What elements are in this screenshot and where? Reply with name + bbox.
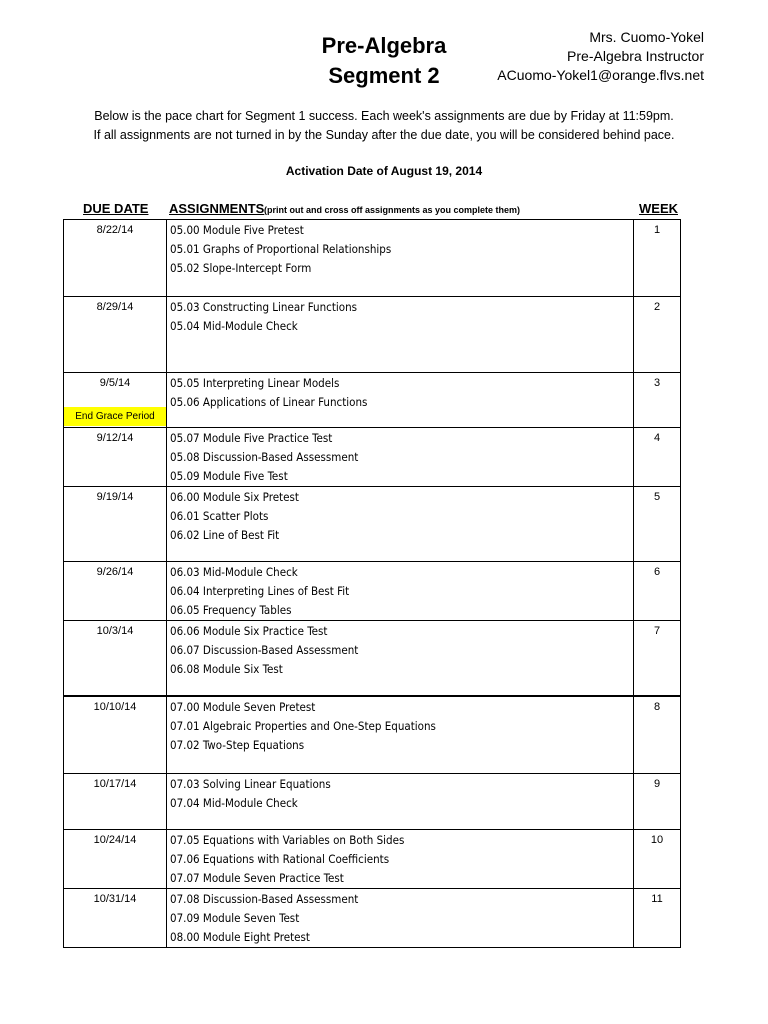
assignment-item: 05.06 Applications of Linear Functions xyxy=(170,395,368,409)
intro-line-2: If all assignments are not turned in by the Sunday after the due date, you will be considered behind pace. xyxy=(93,128,675,142)
table-row xyxy=(64,889,681,948)
due-date-cell xyxy=(64,373,167,428)
assignments-cell xyxy=(167,373,634,428)
week-cell: 10 xyxy=(634,830,681,889)
assignments-cell xyxy=(167,889,634,948)
due-date-cell xyxy=(64,297,167,373)
due-date-text: 9/19/14 xyxy=(96,491,134,503)
assignment-item: 06.07 Discussion-Based Assessment xyxy=(170,643,359,657)
assignment-item: 07.02 Two-Step Equations xyxy=(170,738,305,752)
assignments-header-note: (print out and cross off assignments as you complete them) xyxy=(264,205,521,215)
assignment-item: 07.09 Module Seven Test xyxy=(170,911,300,925)
table-row xyxy=(64,621,681,697)
table-row xyxy=(64,562,681,621)
week-cell: 11 xyxy=(634,889,681,948)
assignments-header: ASSIGNMENTS xyxy=(169,201,265,216)
assignment-item: 07.07 Module Seven Practice Test xyxy=(170,871,344,885)
due-date-text: 10/17/14 xyxy=(93,778,137,790)
assignment-item: 07.00 Module Seven Pretest xyxy=(170,700,316,714)
assignment-item: 05.09 Module Five Test xyxy=(170,469,288,483)
assignments-cell xyxy=(167,562,634,621)
assignment-item: 06.04 Interpreting Lines of Best Fit xyxy=(170,584,350,598)
assignment-item: 06.02 Line of Best Fit xyxy=(170,528,280,542)
assignment-item: 05.00 Module Five Pretest xyxy=(170,223,304,237)
week-cell: 5 xyxy=(634,487,681,562)
assignment-item: 08.00 Module Eight Pretest xyxy=(170,930,310,944)
assignments-cell xyxy=(167,621,634,697)
assignment-item: 06.05 Frequency Tables xyxy=(170,603,292,617)
assignments-cell xyxy=(167,220,634,297)
week-header: WEEK xyxy=(639,201,678,216)
due-date-header: DUE DATE xyxy=(83,201,149,216)
week-cell: 8 xyxy=(634,696,681,774)
due-date-text: 10/24/14 xyxy=(93,834,137,846)
table-row xyxy=(64,487,681,562)
table-row xyxy=(64,373,681,428)
assignments-cell xyxy=(167,487,634,562)
due-date-text: 9/5/14 xyxy=(99,377,131,389)
due-date-text: 9/12/14 xyxy=(96,432,134,444)
assignments-cell xyxy=(167,428,634,487)
assignment-item: 06.03 Mid-Module Check xyxy=(170,565,298,579)
week-cell: 7 xyxy=(634,621,681,697)
assignment-item: 07.06 Equations with Rational Coefficients xyxy=(170,852,390,866)
week-cell: 9 xyxy=(634,774,681,830)
activation-date: Activation Date of August 19, 2014 xyxy=(285,164,483,178)
due-date-text: 10/3/14 xyxy=(96,625,134,637)
assignment-item: 07.05 Equations with Variables on Both Sides xyxy=(170,833,405,847)
due-date-cell xyxy=(64,621,167,697)
due-date-text: 10/10/14 xyxy=(93,701,137,713)
assignment-item: 06.08 Module Six Test xyxy=(170,662,283,676)
assignment-item: 07.03 Solving Linear Equations xyxy=(170,777,331,791)
instructor-name: Mrs. Cuomo-Yokel xyxy=(589,29,704,45)
assignment-item: 07.01 Algebraic Properties and One-Step Equations xyxy=(170,719,436,733)
table-row xyxy=(64,830,681,889)
due-date-text: 8/29/14 xyxy=(96,301,134,313)
week-cell: 2 xyxy=(634,297,681,373)
assignment-item: 05.01 Graphs of Proportional Relationships xyxy=(170,242,392,256)
table-row xyxy=(64,696,681,774)
week-cell: 1 xyxy=(634,220,681,297)
due-date-cell xyxy=(64,774,167,830)
due-date-cell xyxy=(64,428,167,487)
assignments-cell xyxy=(167,297,634,373)
assignment-item: 07.08 Discussion-Based Assessment xyxy=(170,892,359,906)
table-row xyxy=(64,220,681,297)
instructor-role: Pre-Algebra Instructor xyxy=(567,48,704,64)
assignment-item: 06.01 Scatter Plots xyxy=(170,509,269,523)
due-date-cell xyxy=(64,562,167,621)
assignment-item: 05.07 Module Five Practice Test xyxy=(170,431,333,445)
due-date-text: 8/22/14 xyxy=(96,224,134,236)
assignment-item: 06.00 Module Six Pretest xyxy=(170,490,299,504)
due-date-cell xyxy=(64,889,167,948)
table-row xyxy=(64,774,681,830)
page-subtitle: Segment 2 xyxy=(328,63,440,88)
assignments-cell xyxy=(167,774,634,830)
week-cell: 3 xyxy=(634,373,681,428)
assignment-item: 05.08 Discussion-Based Assessment xyxy=(170,450,359,464)
assignment-item: 06.06 Module Six Practice Test xyxy=(170,624,328,638)
due-date-cell xyxy=(64,487,167,562)
table-row xyxy=(64,297,681,373)
due-date-cell xyxy=(64,696,167,774)
week-cell: 6 xyxy=(634,562,681,621)
assignment-item: 05.04 Mid-Module Check xyxy=(170,319,298,333)
assignments-cell xyxy=(167,696,634,774)
due-date-text: 10/31/14 xyxy=(93,893,137,905)
pace-chart-table xyxy=(63,219,681,948)
instructor-email: ACuomo-Yokel1@orange.flvs.net xyxy=(497,67,704,83)
assignments-cell xyxy=(167,830,634,889)
due-date-text: 9/26/14 xyxy=(96,566,134,578)
page-title: Pre-Algebra xyxy=(321,33,447,58)
due-date-cell xyxy=(64,830,167,889)
week-cell: 4 xyxy=(634,428,681,487)
end-grace-period-label: End Grace Period xyxy=(64,407,166,426)
assignment-item: 07.04 Mid-Module Check xyxy=(170,796,298,810)
assignment-item: 05.02 Slope-Intercept Form xyxy=(170,261,312,275)
table-row xyxy=(64,428,681,487)
due-date-cell xyxy=(64,220,167,297)
intro-line-1: Below is the pace chart for Segment 1 success. Each week's assignments are due by Friday at 11:59pm. xyxy=(94,109,674,123)
assignment-item: 05.03 Constructing Linear Functions xyxy=(170,300,358,314)
assignment-item: 05.05 Interpreting Linear Models xyxy=(170,376,340,390)
